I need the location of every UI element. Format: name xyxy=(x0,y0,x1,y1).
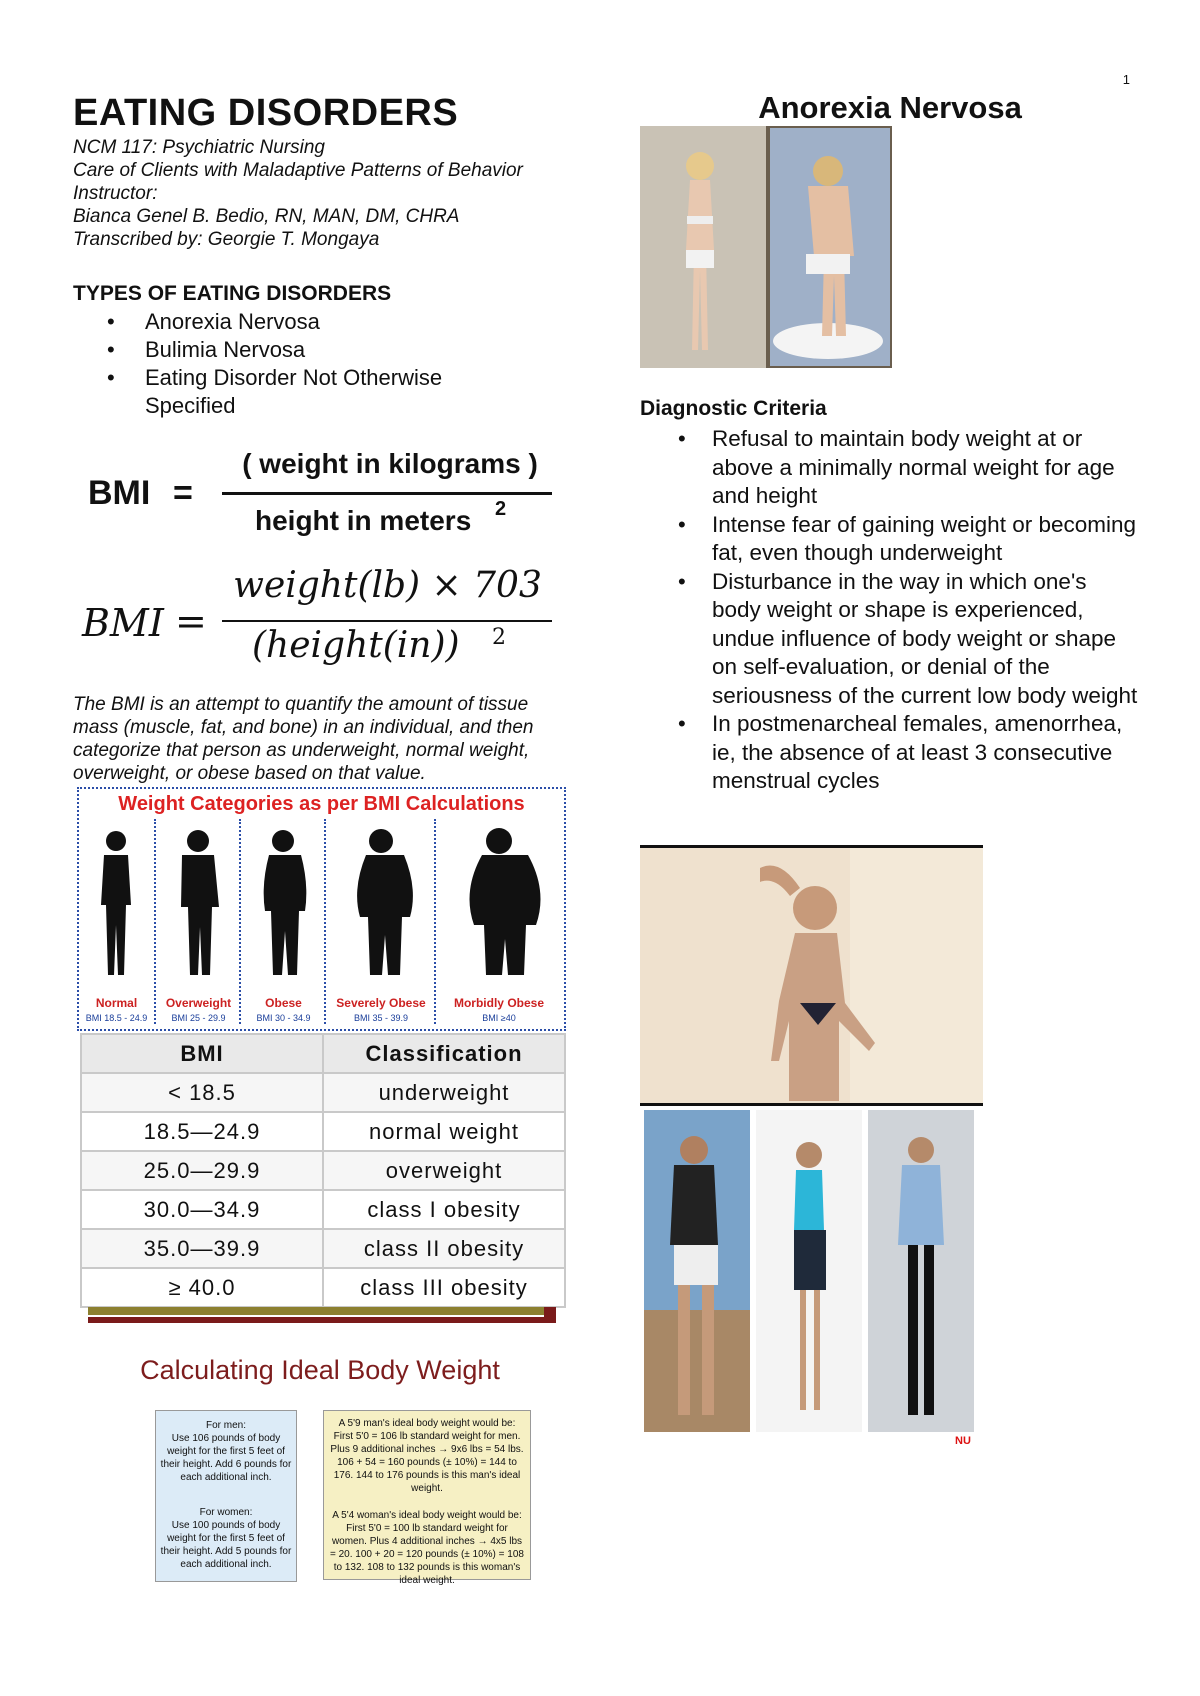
list-item: • Intense fear of gaining weight or becoming fat, even though underweight xyxy=(640,511,1140,568)
formula-equals: = xyxy=(173,474,193,512)
triptych-photo-3 xyxy=(868,1110,974,1432)
category-obese xyxy=(239,819,326,1024)
category-label: Morbidly Obese xyxy=(453,996,545,1010)
table-cell: 25.0—29.9 xyxy=(81,1151,323,1190)
table-row xyxy=(81,1151,565,1190)
document-subtitle xyxy=(73,136,523,251)
formula-numerator: ( weight in kilograms ) xyxy=(242,448,538,479)
formula-denominator: (height(in)) xyxy=(252,625,460,666)
topic-line: Care of Clients with Maladaptive Patterns of Behavior xyxy=(73,160,523,181)
bmi-formula-imperial xyxy=(82,565,562,675)
women-rule: Use 100 pounds of body weight for the first 5 feet of their height. Add 5 pounds for each additional inch. xyxy=(160,1520,292,1570)
table-row xyxy=(81,1112,565,1151)
table-cell: underweight xyxy=(323,1073,565,1112)
table-header-row xyxy=(81,1034,565,1073)
anorexia-title: Anorexia Nervosa xyxy=(758,90,1022,125)
instructor-label: Instructor: xyxy=(73,183,158,204)
category-label: Normal xyxy=(95,996,138,1010)
bmi-description: The BMI is an attempt to quantify the amount of tissue mass (muscle, fat, and bone) in an individual, and then categorize that person as underweight, normal weight, overweight, or obese based on that value. xyxy=(73,694,534,784)
mirror-photo xyxy=(640,126,892,368)
course-line: NCM 117: Psychiatric Nursing xyxy=(73,137,326,158)
women-example: First 5'0 = 100 lb standard weight for women. Plus 4 additional inches → 4x5 lbs = 20. 100 + 20 = 120 pounds (± 10%) = 108 to 132. 108 to 132 pounds is this woman's ideal weight. xyxy=(330,1523,524,1586)
table-cell: 18.5—24.9 xyxy=(81,1112,323,1151)
category-normal xyxy=(79,819,154,1024)
category-range: BMI ≥40 xyxy=(482,1013,516,1023)
fraction-bar xyxy=(222,492,552,495)
bmi-classification-table xyxy=(80,1033,566,1308)
category-label: Overweight xyxy=(165,996,232,1010)
formula-lhs: BMI xyxy=(88,474,151,512)
list-item: • Bulimia Nervosa xyxy=(73,336,513,364)
ideal-weight-examples-card xyxy=(323,1410,531,1586)
table-row xyxy=(81,1229,565,1268)
category-range: BMI 35 - 39.9 xyxy=(353,1013,409,1023)
category-range: BMI 30 - 34.9 xyxy=(256,1013,311,1023)
formula-numerator: weight(lb) × 703 xyxy=(233,565,542,606)
formula-denominator: height in meters xyxy=(255,505,472,536)
list-item: • In postmenarcheal females, amenorrhea, ie, the absence of at least 3 consecutive menstrual cycles xyxy=(640,710,1140,796)
list-item: • Refusal to maintain body weight at or above a minimally normal weight for age and height xyxy=(640,425,1140,511)
table-cell: < 18.5 xyxy=(81,1073,323,1112)
men-heading: For men: xyxy=(205,1420,246,1431)
formula-exponent: 2 xyxy=(495,498,507,520)
silhouette-obese-icon xyxy=(241,819,326,979)
formula-lhs: BMI xyxy=(82,601,164,645)
category-severely-obese xyxy=(324,819,436,1024)
category-morbidly-obese xyxy=(434,819,562,1024)
table-cell: 30.0—34.9 xyxy=(81,1190,323,1229)
transcriber-line: Transcribed by: Georgie T. Mongaya xyxy=(73,229,380,250)
criteria-heading: Diagnostic Criteria xyxy=(640,397,827,420)
table-cell: ≥ 40.0 xyxy=(81,1268,323,1307)
category-label: Severely Obese xyxy=(336,996,426,1010)
silhouette-normal-icon xyxy=(79,819,154,979)
table-cell: class I obesity xyxy=(323,1190,565,1229)
fraction-bar xyxy=(222,620,552,622)
list-item: • Disturbance in the way in which one's body weight or shape is experienced, undue influence of body weight or shape on self-evaluation, or denial of the seriousness of the current low body weight xyxy=(640,568,1140,711)
table-row xyxy=(81,1190,565,1229)
woman-photo-1-image xyxy=(644,1110,750,1432)
category-range: BMI 25 - 29.9 xyxy=(171,1013,226,1023)
watermark-text: NU xyxy=(955,1435,971,1447)
emaciated-woman-photo xyxy=(640,845,983,1106)
woman-photo-3-image xyxy=(868,1110,974,1432)
formula-equals: = xyxy=(175,599,207,643)
mirror-reflection-image xyxy=(640,126,892,368)
silhouette-morbidly-obese-icon xyxy=(436,819,562,979)
silhouette-severely-obese-icon xyxy=(326,819,436,979)
ideal-weight-title: Calculating Ideal Body Weight xyxy=(140,1355,500,1385)
silhouette-overweight-icon xyxy=(156,819,241,979)
category-overweight xyxy=(154,819,241,1024)
table-row xyxy=(81,1073,565,1112)
table-row xyxy=(81,1268,565,1307)
criteria-list xyxy=(640,425,1140,796)
bmi-formula-metric xyxy=(85,448,565,544)
list-item: • Eating Disorder Not Otherwise Specified xyxy=(73,364,513,420)
instructor-name: Bianca Genel B. Bedio, RN, MAN, DM, CHRA xyxy=(73,206,460,227)
types-list xyxy=(73,308,513,420)
weight-categories-figure xyxy=(77,787,566,1031)
triptych-photo-2 xyxy=(756,1110,862,1432)
men-example-heading: A 5'9 man's ideal body weight would be: xyxy=(338,1418,516,1429)
table-cell: class II obesity xyxy=(323,1229,565,1268)
ideal-weight-rules-card xyxy=(155,1410,297,1582)
list-item: • Anorexia Nervosa xyxy=(73,308,513,336)
document-title: EATING DISORDERS xyxy=(73,92,459,134)
emaciated-woman-image xyxy=(640,848,983,1103)
triptych-photo-1 xyxy=(644,1110,750,1432)
woman-photo-2-image xyxy=(756,1110,862,1432)
types-heading: TYPES OF EATING DISORDERS xyxy=(73,282,392,305)
decorative-divider-bar xyxy=(88,1307,558,1329)
category-range: BMI 18.5 - 24.9 xyxy=(85,1013,148,1023)
weight-categories-title: Weight Categories as per BMI Calculations xyxy=(118,793,525,815)
women-example-heading: A 5'4 woman's ideal body weight would be: xyxy=(332,1510,522,1521)
page-number: 1 xyxy=(1122,72,1130,87)
table-header-bmi: BMI xyxy=(81,1034,323,1073)
table-cell: 35.0—39.9 xyxy=(81,1229,323,1268)
men-rule: Use 106 pounds of body weight for the first 5 feet of their height. Add 6 pounds for each additional inch. xyxy=(160,1433,292,1483)
category-label: Obese xyxy=(265,996,302,1010)
men-example: First 5'0 = 106 lb standard weight for men. Plus 9 additional inches → 9x6 lbs = 54 lbs. 106 + 54 = 160 pounds (± 10%) = 144 to 176. 144 to 176 pounds is this man's ideal weight. xyxy=(330,1431,524,1494)
table-cell: normal weight xyxy=(323,1112,565,1151)
women-heading: For women: xyxy=(199,1507,253,1518)
table-cell: overweight xyxy=(323,1151,565,1190)
table-cell: class III obesity xyxy=(323,1268,565,1307)
table-header-classification: Classification xyxy=(323,1034,565,1073)
formula-exponent: 2 xyxy=(492,625,506,650)
